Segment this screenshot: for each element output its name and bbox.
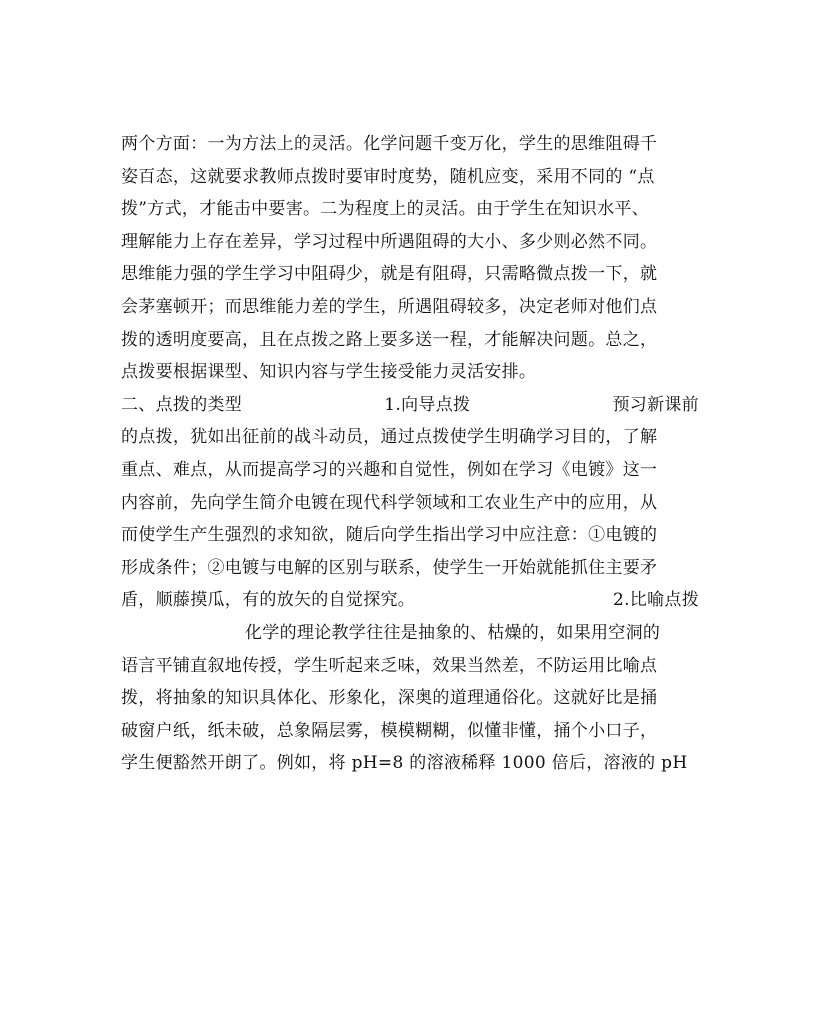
subsection-heading-line — [121, 584, 699, 617]
section-heading: 二、点拨的类型 — [121, 394, 243, 415]
paragraph-line: 语言平铺直叙地传授，学生听起来乏味，效果当然差，不防运用比喻点 — [121, 655, 658, 676]
paragraph-end: 盾，顺藤摸瓜，有的放矢的自觉探究。 — [121, 590, 416, 611]
paragraph-line: 形成条件；②电镀与电解的区别与联系，使学生一开始就能抓住主要矛 — [121, 557, 658, 578]
paragraph-line: 会茅塞顿开；而思维能力差的学生，所遇阻碍较多，决定老师对他们点 — [121, 296, 658, 317]
paragraph-line: 而使学生产生强烈的求知欲，随后向学生指出学习中应注意：①电镀的 — [121, 525, 658, 546]
document-body — [121, 128, 699, 780]
paragraph-line: 点拨要根据课型、知识内容与学生接受能力灵活安排。 — [121, 362, 537, 383]
paragraph-line: 内容前，先向学生简介电镀在现代科学领域和工农业生产中的应用，从 — [121, 492, 658, 513]
paragraph-start: 预习新课前 — [612, 394, 699, 415]
subsection-heading-guide: 1.向导点拨 — [384, 394, 471, 415]
paragraph-line: 破窗户纸，纸未破，总象隔层雾，模模糊糊，似懂非懂，捅个小口子， — [121, 720, 658, 741]
paragraph-line: 学生便豁然开朗了。例如，将 pH=8 的溶液稀释 1000 倍后，溶液的 pH — [121, 753, 688, 774]
paragraph-line: 的点拨，犹如出征前的战斗动员，通过点拨使学生明确学习目的，了解 — [121, 427, 658, 448]
paragraph-line: 拨，将抽象的知识具体化、形象化，深奥的道理通俗化。这就好比是捅 — [121, 688, 658, 709]
paragraph-line: 理解能力上存在差异，学习过程中所遇阻碍的大小、多少则必然不同。 — [121, 231, 658, 252]
paragraph-line: 思维能力强的学生学习中阻碍少，就是有阻碍，只需略微点拨一下，就 — [121, 264, 658, 285]
subsection-heading-metaphor: 2.比喻点拨 — [612, 590, 699, 611]
section-heading-line — [121, 389, 699, 422]
paragraph-line: 姿百态，这就要求教师点拨时要审时度势，随机应变，采用不同的 “点 — [121, 166, 655, 187]
paragraph-line: 拨”方式，才能击中要害。二为程度上的灵活。由于学生在知识水平、 — [121, 199, 649, 220]
paragraph-line: 化学的理论教学往往是抽象的、枯燥的，如果用空洞的 — [245, 622, 661, 643]
paragraph-line: 重点、难点，从而提高学习的兴趣和自觉性，例如在学习《电镀》这一 — [121, 459, 658, 480]
paragraph-line: 两个方面：一为方法上的灵活。化学问题千变万化，学生的思维阻碍千 — [121, 134, 658, 154]
paragraph-line: 拨的透明度要高，且在点拨之路上要多送一程，才能解决问题。总之， — [121, 329, 658, 350]
